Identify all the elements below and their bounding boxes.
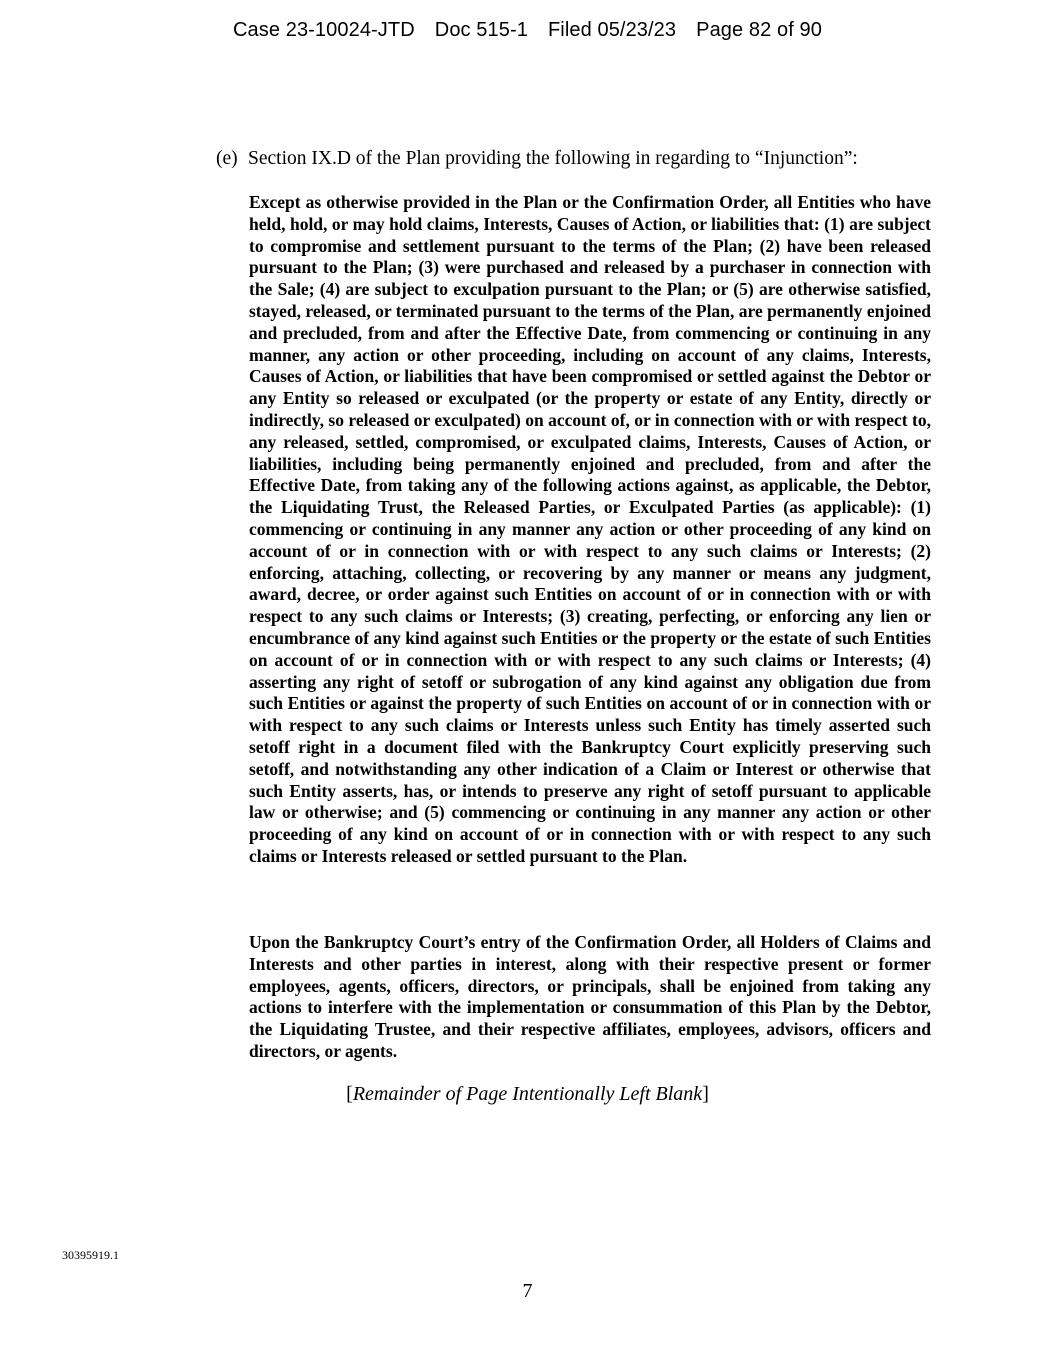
remainder-text: Remainder of Page Intentionally Left Blank — [352, 1083, 703, 1105]
case-header — [0, 19, 1055, 42]
doc-number: Doc 515-1 — [434, 19, 528, 41]
filed-date: Filed 05/23/23 — [547, 19, 677, 41]
item-text: Section IX.D of the Plan providing the following in regarding to “Injunction”: — [248, 148, 858, 169]
list-item-e — [216, 148, 858, 170]
confirmation-order-paragraph: Upon the Bankruptcy Court’s entry of the Confirmation Order, all Holders of Claims and Interests and other parties in interest, along with their respective present or former employees, agents, officers, directors, or principals, shall be enjoined from taking any actions to interfere with the implementation or consummation of this Plan by the Debtor, the Liquidating Trustee, and their respective affiliates, employees, advisors, officers and directors, or agents. — [249, 932, 931, 1061]
document-id: 30395919.1 — [62, 1248, 119, 1262]
bracket-close: ] — [702, 1083, 709, 1105]
bracket-open: [ — [346, 1083, 353, 1105]
page-of-pages: Page 82 of 90 — [696, 19, 822, 41]
page-number: 7 — [522, 1280, 533, 1302]
item-marker: (e) — [216, 148, 238, 169]
remainder-note — [0, 1083, 1055, 1106]
injunction-paragraph: Except as otherwise provided in the Plan or the Confirmation Order, all Entities who have held, hold, or may hold claims, Interests, Causes of Action, or liabilities that: (1) are subject to compromise and settlement pursuant to the terms of the Plan; (2) have been released pursuant to the Plan; (3) were purchased and released by a purchaser in connection with the Sale; (4) are subject to exculpation pursuant to the Plan; or (5) are otherwise satisfied, stayed, released, or terminated pursuant to the terms of the Plan, are permanently enjoined and precluded, from and after the Effective Date, from commencing or continuing in any manner, any action or other proceeding, including on account of any claims, Interests, Causes of Action, or liabilities that have been compromised or settled against the Debtor or any Entity so released or exculpated (or the property or estate of any Entity, directly or indirectly, so released or exculpated) on account of, or in connection with or with respect to, any released, settled, compromised, or exculpated claims, Interests, Causes of Action, or liabilities, including being permanently enjoined and precluded, from and after the Effective Date, from taking any of the following actions against, as applicable, the Debtor, the Liquidating Trust, the Released Parties, or Exculpated Parties (as applicable): (1) commencing or continuing in any manner any action or other proceeding of any kind on account of or in connection with or with respect to any such claims or Interests; (2) enforcing, attaching, collecting, or recovering by any manner or means any judgment, award, decree, or order against such Entities on account of or in connection with or with respect to any such claims or Interests; (3) creating, perfecting, or enforcing any lien or encumbrance of any kind against such Entities or the property or the estate of such Entities on account of or in connection with or with respect to any such claims or Interests; (4) asserting any right of setoff or subrogation of any kind against any obligation due from such Entities or against the property of such Entities on account of or in connection with or with respect to any such claims or Interests unless such Entity has timely asserted such setoff right in a document filed with the Bankruptcy Court explicitly preserving such setoff, and notwithstanding any other indication of a Claim or Interest or otherwise that such Entity asserts, has, or intends to preserve any right of setoff pursuant to applicable law or otherwise; and (5) commencing or continuing in any manner any action or other proceeding of any kind on account of or in connection with or with respect to any such claims or Interests released or settled pursuant to the Plan. — [249, 192, 931, 866]
case-number: Case 23-10024-JTD — [232, 19, 415, 41]
